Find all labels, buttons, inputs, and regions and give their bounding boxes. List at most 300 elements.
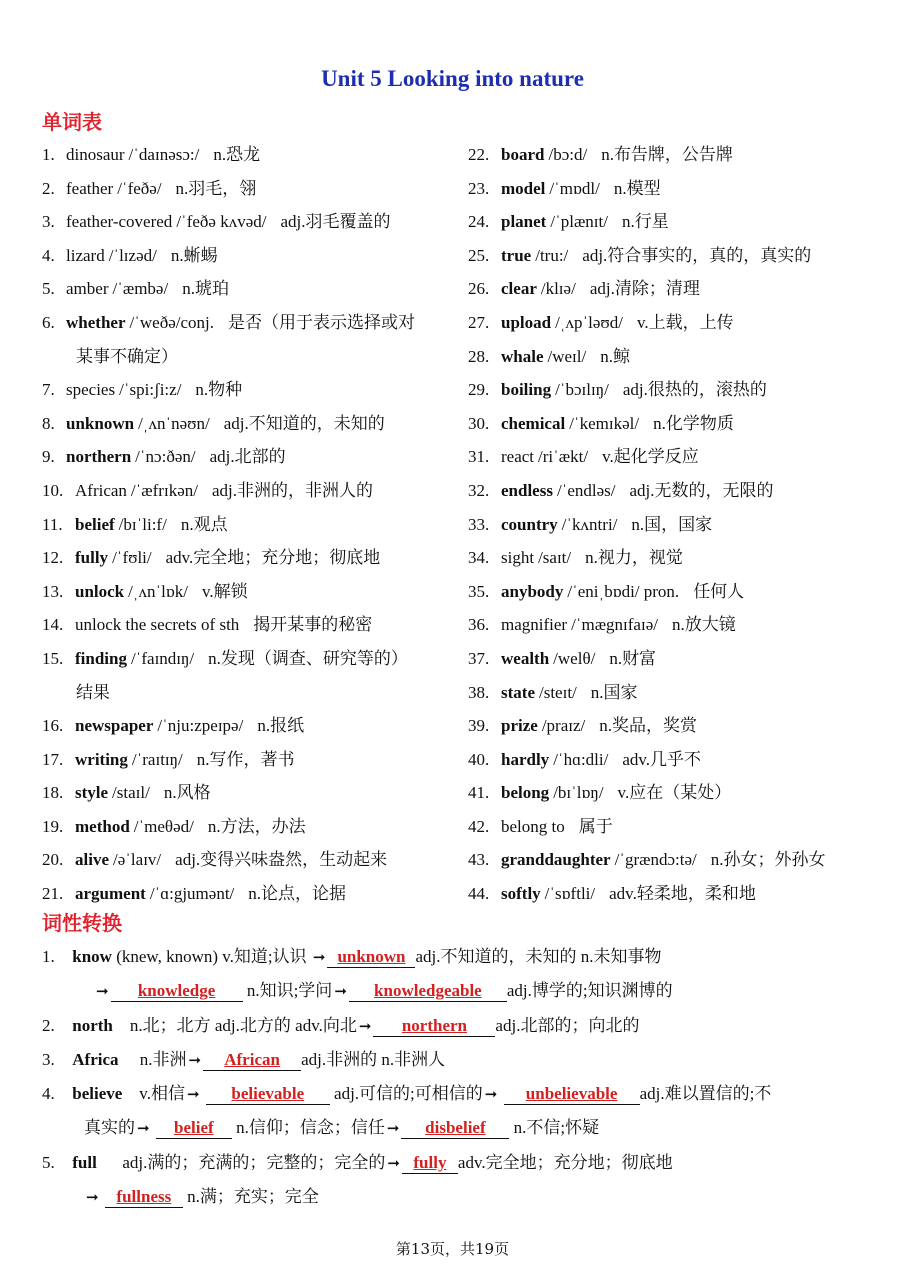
item-number: 3. bbox=[42, 1049, 55, 1069]
definition: adj.博学的;知识渊博的 bbox=[506, 981, 673, 1001]
vocab-definition: n.蜥蜴 bbox=[170, 245, 218, 265]
vocab-word: belief bbox=[75, 514, 115, 534]
vocab-item bbox=[42, 373, 462, 407]
vocab-number: 31. bbox=[468, 447, 490, 467]
vocab-definition: n.物种 bbox=[195, 380, 243, 400]
vocab-number: 24. bbox=[468, 212, 490, 232]
vocab-entry bbox=[75, 541, 380, 575]
vocab-item bbox=[468, 340, 888, 374]
vocab-phonetic: /əˈlaɪv/ bbox=[113, 850, 162, 870]
vocab-item bbox=[42, 508, 462, 542]
vocab-number: 6. bbox=[42, 312, 55, 332]
vocab-phonetic: /ˈfeðə/ bbox=[117, 178, 162, 198]
vocab-phonetic: /ˈplænɪt/ bbox=[550, 212, 608, 232]
vocab-entry bbox=[75, 810, 306, 844]
vocab-number: 38. bbox=[468, 682, 490, 702]
vocab-number: 9. bbox=[42, 447, 55, 467]
vocab-definition: adj.清除；清理 bbox=[589, 279, 700, 299]
vocab-entry bbox=[501, 407, 734, 441]
answer-blank: belief bbox=[156, 1118, 232, 1139]
answer-blank: unbelievable bbox=[504, 1084, 640, 1105]
vocab-definition: n.化学物质 bbox=[653, 413, 734, 433]
base-word: believe bbox=[72, 1084, 123, 1104]
definition: n.非洲 bbox=[139, 1049, 187, 1069]
vocab-phonetic: /welθ/ bbox=[553, 648, 596, 668]
vocab-entry bbox=[501, 508, 712, 542]
vocab-definition: n.行星 bbox=[621, 212, 669, 232]
vocab-entry bbox=[501, 172, 661, 206]
vocab-item bbox=[468, 541, 888, 575]
vocab-phonetic: /ˈnju:zpeɪpə/ bbox=[157, 716, 244, 736]
vocab-word: unlock bbox=[75, 581, 125, 601]
vocab-entry bbox=[501, 676, 638, 710]
vocab-number: 36. bbox=[468, 615, 490, 635]
vocab-definition: 属于 bbox=[578, 816, 613, 836]
vocab-phonetic: /staɪl/ bbox=[112, 783, 150, 803]
vocab-word: amber bbox=[66, 279, 109, 299]
arrow-icon: ➞ bbox=[86, 1188, 99, 1207]
vocab-entry bbox=[75, 575, 248, 609]
vocab-word: African bbox=[75, 480, 127, 500]
vocab-item bbox=[42, 541, 462, 575]
vocab-word: sight bbox=[501, 548, 535, 568]
vocab-item bbox=[468, 172, 888, 206]
vocab-definition: n.发现（调查、研究等的） bbox=[208, 648, 408, 668]
vocab-item bbox=[42, 608, 462, 642]
conversion-line bbox=[42, 1146, 872, 1180]
answer-blank: fully bbox=[402, 1153, 458, 1174]
vocab-number: 34. bbox=[468, 548, 490, 568]
vocab-word: upload bbox=[501, 312, 552, 332]
vocab-word: softly bbox=[501, 884, 541, 904]
vocab-definition: n.报纸 bbox=[257, 716, 305, 736]
vocab-word: feather bbox=[66, 178, 114, 198]
vocab-item bbox=[468, 272, 888, 306]
vocab-phonetic: /steɪt/ bbox=[538, 682, 577, 702]
vocab-item bbox=[42, 407, 462, 441]
vocab-word: finding bbox=[75, 648, 127, 668]
vocab-number: 18. bbox=[42, 783, 64, 803]
vocab-item bbox=[42, 239, 462, 273]
vocab-definition: n.国家 bbox=[590, 682, 638, 702]
vocab-phonetic: /ˈæmbə/ bbox=[112, 279, 169, 299]
vocab-word: board bbox=[501, 145, 545, 164]
vocab-number: 7. bbox=[42, 380, 55, 400]
vocab-definition: 揭开某事的秘密 bbox=[253, 615, 373, 635]
vocab-phonetic: /ˈfaɪndɪŋ/ bbox=[130, 648, 195, 668]
base-word: know bbox=[72, 947, 112, 966]
vocab-number: 16. bbox=[42, 716, 64, 736]
vocab-definition: adj.变得兴味盎然，生动起来 bbox=[175, 850, 388, 870]
vocab-definition: v.解锁 bbox=[202, 581, 248, 601]
vocab-entry bbox=[501, 608, 736, 642]
vocab-phonetic: /ˈbɔɪlɪŋ/ bbox=[555, 380, 609, 400]
vocab-word: lizard bbox=[66, 245, 105, 265]
vocab-word: clear bbox=[501, 279, 537, 299]
vocab-definition: adj.北部的 bbox=[209, 447, 286, 467]
vocab-phonetic: /ˌʌpˈləʊd/ bbox=[555, 312, 623, 332]
vocab-entry bbox=[66, 205, 391, 239]
vocab-word: style bbox=[75, 783, 109, 803]
vocab-word: newspaper bbox=[75, 716, 154, 736]
vocab-definition: adv.轻柔地，柔和地 bbox=[609, 884, 756, 904]
vocab-number: 27. bbox=[468, 312, 490, 332]
vocab-entry bbox=[75, 843, 387, 877]
vocab-phonetic: /ˈfeðə kʌvəd/ bbox=[176, 212, 267, 232]
vocab-definition: n.观点 bbox=[180, 514, 228, 534]
vocab-item bbox=[468, 608, 888, 642]
vocab-item bbox=[42, 272, 462, 306]
vocab-number: 43. bbox=[468, 850, 490, 870]
vocab-word: unknown bbox=[66, 413, 135, 433]
vocab-entry bbox=[75, 608, 372, 642]
vocab-entry bbox=[501, 810, 613, 844]
vocab-definition: v.上载，上传 bbox=[636, 312, 734, 332]
vocab-word: anybody bbox=[501, 581, 564, 601]
word-conversion-list bbox=[42, 940, 872, 1214]
page-title: Unit 5 Looking into nature bbox=[321, 66, 584, 91]
vocab-number: 35. bbox=[468, 581, 490, 601]
item-number: 1. bbox=[42, 947, 55, 966]
conversion-line bbox=[42, 1009, 872, 1043]
vocab-item bbox=[42, 709, 462, 743]
vocab-definition: adj.符合事实的，真的，真实的 bbox=[582, 245, 812, 265]
vocab-entry bbox=[66, 172, 256, 206]
vocab-number: 26. bbox=[468, 279, 490, 299]
vocab-phonetic: /ˈmɒdl/ bbox=[549, 178, 600, 198]
vocab-definition: 任何人 bbox=[693, 581, 745, 601]
vocab-entry bbox=[66, 306, 415, 340]
vocab-number: 1. bbox=[42, 145, 55, 164]
conversion-section-heading: 词性转换 bbox=[42, 911, 122, 935]
vocab-definition-continued: 某事不确定） bbox=[76, 346, 178, 366]
vocab-number: 41. bbox=[468, 783, 490, 803]
vocab-item bbox=[42, 306, 462, 340]
vocab-phonetic: /ˈendləs/ bbox=[556, 480, 616, 500]
conversion-line bbox=[42, 1111, 872, 1145]
vocab-definition: adj.很热的，滚热的 bbox=[622, 380, 767, 400]
definition: n.知识;学问 bbox=[246, 981, 333, 1001]
vocab-item bbox=[468, 508, 888, 542]
vocab-word: fully bbox=[75, 548, 109, 568]
vocab-entry bbox=[75, 642, 408, 676]
vocab-phonetic: /ˈraɪtɪŋ/ bbox=[131, 749, 183, 769]
vocab-entry bbox=[501, 843, 825, 877]
vocab-item bbox=[468, 877, 888, 911]
vocab-definition: n.写作，著书 bbox=[196, 749, 295, 769]
vocab-entry bbox=[501, 272, 700, 306]
vocab-entry bbox=[501, 373, 767, 407]
definition: adj.难以置信的;不 bbox=[639, 1084, 772, 1104]
vocab-item bbox=[468, 676, 888, 710]
vocab-word: belong to bbox=[501, 816, 565, 836]
vocab-entry bbox=[501, 575, 744, 609]
vocab-number: 23. bbox=[468, 178, 490, 198]
vocab-definition: n.羽毛，翎 bbox=[175, 178, 257, 198]
item-number: 5. bbox=[42, 1152, 55, 1172]
vocab-definition: v.应在（某处） bbox=[617, 783, 732, 803]
vocab-number: 8. bbox=[42, 413, 55, 433]
arrow-icon: ➞ bbox=[358, 1016, 372, 1035]
page-footer: 第13页，共19页 bbox=[395, 1240, 510, 1258]
vocab-number: 12. bbox=[42, 548, 64, 568]
vocab-entry bbox=[501, 743, 701, 777]
vocab-item bbox=[42, 743, 462, 777]
vocab-phonetic: /bɔ:d/ bbox=[548, 145, 588, 164]
conversion-line bbox=[42, 1180, 872, 1214]
vocab-phonetic: /ˈsɒftli/ bbox=[544, 884, 596, 904]
vocab-item bbox=[468, 239, 888, 273]
vocab-entry bbox=[501, 239, 811, 273]
answer-blank: northern bbox=[373, 1016, 495, 1037]
vocab-definition: n.琥珀 bbox=[182, 279, 229, 299]
vocab-item bbox=[42, 138, 462, 172]
vocab-number: 5. bbox=[42, 279, 55, 299]
vocab-entry bbox=[501, 138, 733, 172]
base-word: north bbox=[72, 1015, 113, 1035]
vocab-word: whale bbox=[501, 346, 544, 366]
arrow-icon: ➞ bbox=[188, 1050, 202, 1069]
vocab-phonetic: /ˈkʌntri/ bbox=[561, 514, 618, 534]
vocab-definition: n.方法，办法 bbox=[207, 816, 306, 836]
vocab-phonetic: /ˈmeθəd/ bbox=[133, 816, 194, 836]
vocab-word: magnifier bbox=[501, 615, 568, 635]
vocab-number: 22. bbox=[468, 145, 490, 164]
vocab-entry bbox=[501, 877, 756, 911]
vocab-phonetic: /ˈɑ:gjumənt/ bbox=[149, 884, 235, 904]
vocab-definition: n.鲸 bbox=[600, 346, 630, 366]
vocab-word: country bbox=[501, 514, 558, 534]
vocab-number: 10. bbox=[42, 480, 64, 500]
vocab-word: wealth bbox=[501, 648, 550, 668]
vocab-word: endless bbox=[501, 480, 553, 500]
vocab-item bbox=[468, 743, 888, 777]
vocab-phonetic: /ˈnɔ:ðən/ bbox=[135, 447, 196, 467]
vocab-item bbox=[468, 843, 888, 877]
word-forms: (knew, known) bbox=[111, 947, 219, 966]
vocab-number: 28. bbox=[468, 346, 490, 366]
vocab-item bbox=[468, 776, 888, 810]
vocab-phonetic: /ˈgrændɔ:tə/ bbox=[614, 850, 697, 870]
vocab-item bbox=[42, 575, 462, 609]
answer-blank: believable bbox=[206, 1084, 330, 1105]
definition: adj.可信的;可相信的 bbox=[334, 1084, 483, 1104]
vocab-number: 44. bbox=[468, 884, 490, 904]
vocab-entry bbox=[66, 239, 218, 273]
item-number: 2. bbox=[42, 1015, 55, 1035]
answer-blank: African bbox=[203, 1050, 301, 1071]
definition: n.满；充实；完全 bbox=[187, 1187, 319, 1207]
vocab-definition: adv.几乎不 bbox=[622, 749, 702, 769]
vocab-number: 4. bbox=[42, 245, 55, 265]
vocab-definition-continued: 结果 bbox=[76, 682, 110, 702]
vocab-word: alive bbox=[75, 850, 109, 870]
arrow-icon: ➞ bbox=[387, 1153, 400, 1172]
vocab-number: 17. bbox=[42, 749, 64, 769]
answer-blank: unknown bbox=[327, 947, 415, 968]
vocab-phonetic: /weɪl/ bbox=[547, 346, 587, 366]
vocab-phonetic: /ˌʌnˈnəʊn/ bbox=[138, 413, 210, 433]
vocab-entry bbox=[501, 440, 699, 474]
vocab-word: species bbox=[66, 380, 116, 400]
vocab-definition: adj.无数的，无限的 bbox=[629, 480, 774, 500]
vocab-entry bbox=[501, 474, 774, 508]
answer-blank: knowledgeable bbox=[349, 981, 507, 1002]
vocab-word: granddaughter bbox=[501, 850, 611, 870]
vocab-entry bbox=[66, 272, 229, 306]
vocab-word: model bbox=[501, 178, 546, 198]
vocab-definition: n.放大镜 bbox=[671, 615, 736, 635]
vocab-phonetic: /praɪz/ bbox=[541, 716, 586, 736]
vocab-item bbox=[468, 407, 888, 441]
vocab-phonetic: /klɪə/ bbox=[540, 279, 576, 299]
vocab-definition: v.起化学反应 bbox=[602, 447, 699, 467]
vocab-number: 29. bbox=[468, 380, 490, 400]
arrow-icon: ➞ bbox=[186, 1085, 200, 1104]
vocab-entry bbox=[66, 138, 260, 172]
vocab-item bbox=[468, 642, 888, 676]
vocab-number: 30. bbox=[468, 413, 490, 433]
vocab-item bbox=[42, 205, 462, 239]
vocab-item bbox=[42, 474, 462, 508]
vocab-phonetic: /ˈdaɪnəsɔ:/ bbox=[128, 145, 200, 164]
vocab-phonetic: /riˈækt/ bbox=[538, 447, 589, 467]
vocab-phonetic: /tru:/ bbox=[535, 245, 569, 265]
vocab-item bbox=[468, 306, 888, 340]
vocab-phonetic: /ˈfʊli/ bbox=[112, 548, 152, 568]
vocab-definition: n.恐龙 bbox=[213, 145, 261, 164]
arrow-icon: ➞ bbox=[334, 982, 347, 1001]
vocab-word: boiling bbox=[501, 380, 552, 400]
base-word: Africa bbox=[72, 1049, 119, 1069]
vocab-item bbox=[468, 138, 888, 172]
definition: n.不信;怀疑 bbox=[513, 1118, 600, 1138]
vocab-word: react bbox=[501, 447, 535, 467]
vocab-word: method bbox=[75, 816, 130, 836]
vocab-entry bbox=[75, 709, 304, 743]
definition: n.信仰；信念；信任 bbox=[236, 1118, 385, 1138]
vocab-phonetic: /bɪˈli:f/ bbox=[118, 514, 167, 534]
definition: adv.完全地；充分地；彻底地 bbox=[457, 1152, 673, 1172]
vocab-number: 13. bbox=[42, 581, 64, 601]
vocab-item bbox=[42, 642, 462, 676]
vocab-word: hardly bbox=[501, 749, 550, 769]
conversion-line bbox=[42, 1077, 872, 1111]
vocab-entry bbox=[75, 743, 295, 777]
answer-blank: knowledge bbox=[111, 981, 243, 1002]
answer-blank: fullness bbox=[105, 1187, 183, 1208]
vocab-word: prize bbox=[501, 716, 538, 736]
vocab-number: 40. bbox=[468, 749, 490, 769]
arrow-icon: ➞ bbox=[484, 1085, 498, 1104]
vocab-entry bbox=[75, 474, 373, 508]
base-word: full bbox=[72, 1152, 97, 1172]
vocab-word: northern bbox=[66, 447, 132, 467]
vocab-definition: n.国，国家 bbox=[631, 514, 713, 534]
vocab-item bbox=[468, 205, 888, 239]
vocab-word: dinosaur bbox=[66, 145, 125, 164]
definition: 真实的 bbox=[84, 1118, 135, 1138]
vocab-definition: adj.不知道的，未知的 bbox=[223, 413, 385, 433]
vocab-number: 19. bbox=[42, 816, 64, 836]
vocab-word: belong bbox=[501, 783, 550, 803]
vocab-number: 42. bbox=[468, 816, 490, 836]
conversion-line bbox=[42, 940, 872, 974]
vocab-definition: adj.羽毛覆盖的 bbox=[280, 212, 391, 232]
vocab-number: 15. bbox=[42, 648, 64, 668]
item-number: 4. bbox=[42, 1084, 55, 1104]
vocab-definition: adj.非洲的，非洲人的 bbox=[211, 480, 373, 500]
vocab-word: writing bbox=[75, 749, 128, 769]
vocab-item bbox=[42, 877, 462, 911]
vocab-number: 39. bbox=[468, 716, 490, 736]
vocab-number: 3. bbox=[42, 212, 55, 232]
vocab-item bbox=[42, 440, 462, 474]
definition: adj.非洲的 n.非洲人 bbox=[301, 1049, 446, 1069]
definition: n.北；北方 adj.北方的 adv.向北 bbox=[129, 1015, 357, 1035]
vocab-item bbox=[468, 810, 888, 844]
vocab-entry bbox=[501, 541, 683, 575]
vocab-item bbox=[42, 810, 462, 844]
vocab-phonetic: /ˈeniˌbɒdi/ pron. bbox=[567, 581, 680, 601]
arrow-icon: ➞ bbox=[386, 1119, 400, 1138]
vocab-item bbox=[42, 172, 462, 206]
definition: adj.不知道的，未知的 n.未知事物 bbox=[415, 947, 662, 966]
definition: adj.满的；充满的；完整的；完全的 bbox=[122, 1152, 386, 1172]
vocab-item bbox=[468, 709, 888, 743]
vocab-item bbox=[42, 843, 462, 877]
vocab-list-right bbox=[468, 138, 888, 911]
vocab-number: 37. bbox=[468, 648, 490, 668]
vocab-item bbox=[468, 440, 888, 474]
vocab-item bbox=[42, 776, 462, 810]
definition: v.知道;认识 bbox=[222, 947, 307, 966]
vocab-definition: n.奖品，奖赏 bbox=[599, 716, 697, 736]
vocab-word: feather-covered bbox=[66, 212, 173, 232]
vocab-number: 2. bbox=[42, 178, 55, 198]
vocab-entry bbox=[66, 407, 385, 441]
vocab-item bbox=[468, 575, 888, 609]
arrow-icon: ➞ bbox=[312, 948, 326, 966]
vocab-phonetic: /saɪt/ bbox=[538, 548, 572, 568]
vocab-number: 20. bbox=[42, 850, 64, 870]
vocab-word: argument bbox=[75, 884, 146, 904]
vocab-phonetic: /bɪˈlɒŋ/ bbox=[553, 783, 604, 803]
definition: v.相信 bbox=[139, 1084, 185, 1104]
vocab-phonetic: /ˈmægnɪfaɪə/ bbox=[571, 615, 658, 635]
vocab-definition: n.风格 bbox=[163, 783, 211, 803]
vocab-word: chemical bbox=[501, 413, 566, 433]
vocab-entry bbox=[75, 508, 228, 542]
vocab-definition: n.财富 bbox=[609, 648, 657, 668]
vocab-entry bbox=[501, 306, 734, 340]
vocab-entry bbox=[501, 340, 630, 374]
vocab-entry bbox=[501, 709, 697, 743]
arrow-icon: ➞ bbox=[137, 1119, 150, 1138]
vocab-entry bbox=[501, 642, 656, 676]
vocab-word: planet bbox=[501, 212, 547, 232]
vocab-number: 14. bbox=[42, 615, 64, 635]
vocab-number: 32. bbox=[468, 480, 490, 500]
vocab-list-left bbox=[42, 138, 462, 911]
vocab-phonetic: /ˌʌnˈlɒk/ bbox=[128, 581, 189, 601]
vocab-phonetic: /ˈspi:ʃi:z/ bbox=[119, 380, 182, 400]
vocab-word: state bbox=[501, 682, 535, 702]
vocab-number: 21. bbox=[42, 884, 64, 904]
conversion-line bbox=[42, 974, 872, 1008]
vocab-definition: n.论点，论据 bbox=[248, 884, 347, 904]
conversion-line bbox=[42, 1043, 872, 1077]
